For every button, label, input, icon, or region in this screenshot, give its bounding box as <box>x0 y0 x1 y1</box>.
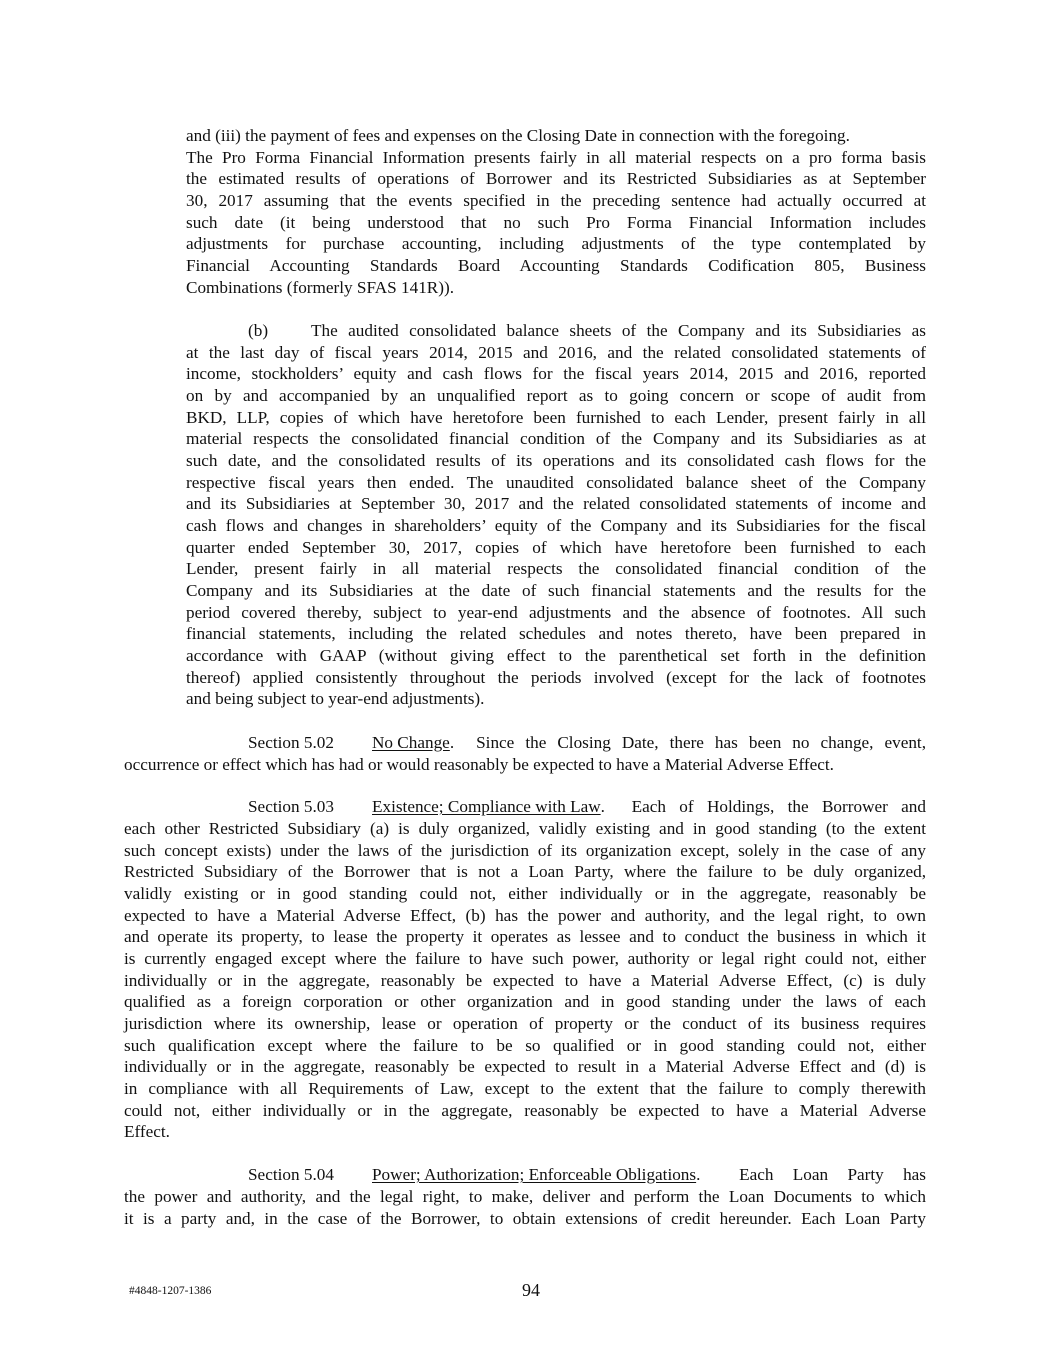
text-line: Financial Accounting Standards Board Accounting Standards Codification 805, Business <box>186 256 926 275</box>
section-heading-line <box>372 796 926 818</box>
text-line: period covered thereby, subject to year-end adjustments and the absence of footnotes. All such <box>186 603 926 622</box>
text-line: such concept exists) under the laws of the jurisdiction of its organization except, solely in the case of any <box>124 841 926 860</box>
section-number: Section 5.04 <box>248 1165 334 1184</box>
text-line: . Since the Closing Date, there has been no change, event, <box>449 733 926 752</box>
text-line: Lender, present fairly in all material respects the consolidated financial condition of the <box>186 559 926 578</box>
section-heading: No Change <box>372 733 450 752</box>
text-line: BKD, LLP, copies of which have heretofore been furnished to each Lender, present fairly in all <box>186 408 926 427</box>
section-heading: Power; Authorization; Enforceable Obligations <box>372 1165 697 1184</box>
section-number: Section 5.03 <box>248 797 334 816</box>
text-line: such date (it being understood that no such Pro Forma Financial Information includes <box>186 213 926 232</box>
text-line: and its Subsidiaries at September 30, 2017 and the related consolidated statements of income and <box>186 494 926 513</box>
text-line: adjustments for purchase accounting, including adjustments of the type contemplated by <box>186 234 926 253</box>
text-line: at the last day of fiscal years 2014, 2015 and 2016, and the related consolidated statements of <box>186 343 926 362</box>
text-line: individually or in the aggregate, reasonably be expected to result in a Material Adverse Effect and (d) is <box>124 1057 926 1076</box>
text-line: in compliance with all Requirements of Law, except to the extent that the failure to comply therewith <box>124 1079 926 1098</box>
paragraph-label: (b) <box>248 321 269 340</box>
text-line: thereof) applied consistently throughout the periods involved (except for the lack of footnotes <box>186 668 926 687</box>
text-line: Company and its Subsidiaries at the date of such financial statements and the results for the <box>186 581 926 600</box>
document-id: #4848-1207-1386 <box>129 1285 212 1297</box>
text-line: and being subject to year-end adjustments). <box>186 689 485 708</box>
text-line: the estimated results of operations of Borrower and its Restricted Subsidiaries as at September <box>186 169 926 188</box>
text-line: such date, and the consolidated results of its operations and its consolidated cash flows for the <box>186 451 926 470</box>
text-line: validly existing or in good standing could not, either individually or in the aggregate, reasonably be <box>124 884 926 903</box>
section-heading-line <box>372 732 926 754</box>
text-line: qualified as a foreign corporation or other organization and in good standing under the laws of each <box>124 992 926 1011</box>
page-number: 94 <box>522 1280 540 1300</box>
text-line: each other Restricted Subsidiary (a) is duly organized, validly existing and in good standing (to the extent <box>124 819 926 838</box>
text-line: The Pro Forma Financial Information presents fairly in all material respects on a pro forma basis <box>186 148 926 167</box>
text-line: the power and authority, and the legal right, to make, deliver and perform the Loan Documents to which <box>124 1187 926 1206</box>
text-line: jurisdiction where its ownership, lease or operation of property or the conduct of its business requires <box>124 1014 926 1033</box>
section-heading-line <box>372 1164 926 1186</box>
text-line: Combinations (formerly SFAS 141R)). <box>186 278 454 297</box>
text-line: occurrence or effect which has had or would reasonably be expected to have a Material Adverse Effect. <box>124 755 834 774</box>
section-heading: Existence; Compliance with Law <box>372 797 601 816</box>
text-line: income, stockholders’ equity and cash flows for the fiscal years 2014, 2015 and 2016, reported <box>186 364 926 383</box>
text-line: is currently engaged except where the failure to have such power, authority or legal right could not, either <box>124 949 926 968</box>
text-line: individually or in the aggregate, reasonably be expected to have a Material Adverse Effect, (c) is duly <box>124 971 926 990</box>
text-line: and operate its property, to lease the property it operates as lessee and to conduct the business in which it <box>124 927 926 946</box>
section-number: Section 5.02 <box>248 733 334 752</box>
text-line: 30, 2017 assuming that the events specified in the preceding sentence had actually occurred at <box>186 191 926 210</box>
text-line: material respects the consolidated financial condition of the Company and its Subsidiaries as at <box>186 429 926 448</box>
text-line: on by and accompanied by an unqualified report as to going concern or scope of audit from <box>186 386 926 405</box>
text-line: expected to have a Material Adverse Effect, (b) has the power and authority, and the legal right, to own <box>124 906 926 925</box>
text-line: . Each Loan Party has <box>696 1165 926 1184</box>
text-line: The audited consolidated balance sheets of the Company and its Subsidiaries as <box>311 321 926 340</box>
text-line: accordance with GAAP (without giving effect to the parenthetical set forth in the definition <box>186 646 926 665</box>
text-line: respective fiscal years then ended. The unaudited consolidated balance sheet of the Company <box>186 473 926 492</box>
text-line: financial statements, including the related schedules and notes thereto, have been prepared in <box>186 624 926 643</box>
text-line: could not, either individually or in the aggregate, reasonably be expected to have a Material Adverse <box>124 1101 926 1120</box>
text-line: and (iii) the payment of fees and expenses on the Closing Date in connection with the foregoing. <box>186 126 850 145</box>
text-line: it is a party and, in the case of the Borrower, to obtain extensions of credit hereunder. Each Loan Party <box>124 1209 926 1228</box>
text-line: cash flows and changes in shareholders’ equity of the Company and its Subsidiaries for the fiscal <box>186 516 926 535</box>
text-line: quarter ended September 30, 2017, copies of which have heretofore been furnished to each <box>186 538 926 557</box>
text-line: Restricted Subsidiary of the Borrower that is not a Loan Party, where the failure to be duly organized, <box>124 862 926 881</box>
text-line: . Each of Holdings, the Borrower and <box>600 797 926 816</box>
text-line: such qualification except where the failure to be so qualified or in good standing could not, either <box>124 1036 926 1055</box>
text-line: Effect. <box>124 1122 170 1141</box>
